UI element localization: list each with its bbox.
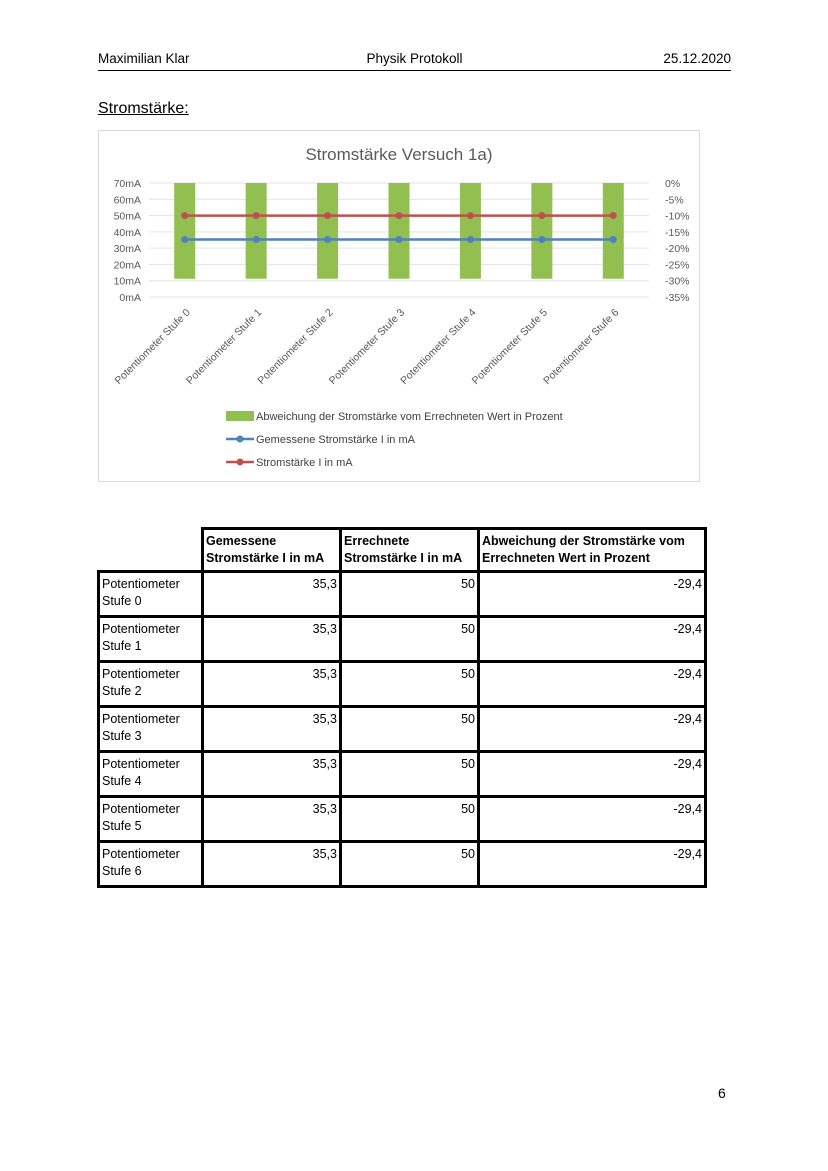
data-point bbox=[253, 212, 260, 219]
data-point bbox=[538, 236, 545, 243]
right-axis-tick: -10% bbox=[665, 210, 690, 223]
left-axis-tick: 70mA bbox=[113, 178, 141, 190]
category-label: Potentiometer Stufe 0 bbox=[112, 306, 193, 387]
chart bbox=[99, 131, 699, 481]
bar bbox=[389, 183, 410, 279]
table-row bbox=[99, 617, 706, 662]
table-header-row bbox=[99, 529, 706, 572]
legend-swatch bbox=[226, 411, 254, 421]
right-axis-tick: -30% bbox=[665, 275, 690, 288]
header-author: Maximilian Klar bbox=[98, 51, 190, 66]
data-point bbox=[610, 236, 617, 243]
cell-measured: 35,3 bbox=[203, 752, 341, 797]
bar bbox=[531, 183, 552, 279]
row-label: Potentiometer Stufe 4 bbox=[99, 752, 203, 797]
cell-calculated: 50 bbox=[341, 707, 479, 752]
left-axis-tick: 50mA bbox=[113, 210, 141, 223]
table-row bbox=[99, 797, 706, 842]
cell-calculated: 50 bbox=[341, 662, 479, 707]
cell-deviation: -29,4 bbox=[479, 572, 706, 617]
category-label: Potentiometer Stufe 4 bbox=[398, 306, 479, 387]
category-label: Potentiometer Stufe 6 bbox=[541, 306, 622, 387]
chart-title: Stromstärke Versuch 1a) bbox=[305, 145, 493, 164]
data-point bbox=[324, 236, 331, 243]
left-axis-tick: 10mA bbox=[113, 275, 141, 288]
data-point bbox=[467, 236, 474, 243]
cell-deviation: -29,4 bbox=[479, 707, 706, 752]
row-label: Potentiometer Stufe 3 bbox=[99, 707, 203, 752]
table-row bbox=[99, 662, 706, 707]
left-axis-tick: 60mA bbox=[113, 194, 141, 207]
data-point bbox=[181, 236, 188, 243]
legend-label: Gemessene Stromstärke I in mA bbox=[256, 434, 415, 446]
table-header-calculated: Errechnete Stromstärke I in mA bbox=[341, 529, 479, 572]
table-row bbox=[99, 572, 706, 617]
cell-deviation: -29,4 bbox=[479, 797, 706, 842]
cell-measured: 35,3 bbox=[203, 707, 341, 752]
right-axis-tick: -35% bbox=[665, 292, 690, 304]
row-label: Potentiometer Stufe 2 bbox=[99, 662, 203, 707]
data-point bbox=[253, 236, 260, 243]
left-axis-tick: 20mA bbox=[113, 259, 141, 272]
category-label: Potentiometer Stufe 2 bbox=[255, 306, 336, 387]
right-axis-tick: -20% bbox=[665, 243, 690, 256]
cell-deviation: -29,4 bbox=[479, 752, 706, 797]
cell-deviation: -29,4 bbox=[479, 662, 706, 707]
chart-container bbox=[98, 130, 700, 482]
legend-label: Stromstärke I in mA bbox=[256, 457, 353, 469]
right-axis-tick: -15% bbox=[665, 226, 690, 239]
table-header-deviation: Abweichung der Stromstärke vom Errechneten Wert in Prozent bbox=[479, 529, 706, 572]
cell-measured: 35,3 bbox=[203, 617, 341, 662]
header-date: 25.12.2020 bbox=[663, 51, 731, 66]
right-axis-tick: -25% bbox=[665, 259, 690, 272]
header-title: Physik Protokoll bbox=[366, 51, 463, 66]
data-point bbox=[396, 236, 403, 243]
cell-deviation: -29,4 bbox=[479, 842, 706, 887]
cell-calculated: 50 bbox=[341, 617, 479, 662]
legend-label: Abweichung der Stromstärke vom Errechneten Wert in Prozent bbox=[256, 411, 563, 423]
category-label: Potentiometer Stufe 3 bbox=[326, 306, 408, 387]
row-label: Potentiometer Stufe 6 bbox=[99, 842, 203, 887]
data-point bbox=[467, 212, 474, 219]
table-row bbox=[99, 707, 706, 752]
left-axis-tick: 40mA bbox=[113, 226, 141, 239]
data-point bbox=[396, 212, 403, 219]
page-number: 6 bbox=[718, 1085, 726, 1101]
bar bbox=[460, 183, 481, 279]
bar bbox=[174, 183, 195, 279]
right-axis-tick: 0% bbox=[665, 178, 681, 190]
cell-calculated: 50 bbox=[341, 842, 479, 887]
category-label: Potentiometer Stufe 1 bbox=[183, 306, 265, 387]
bar bbox=[317, 183, 338, 279]
table-header-corner bbox=[99, 529, 203, 572]
data-point bbox=[610, 212, 617, 219]
cell-measured: 35,3 bbox=[203, 572, 341, 617]
table-header-measured: Gemessene Stromstärke I in mA bbox=[203, 529, 341, 572]
cell-calculated: 50 bbox=[341, 752, 479, 797]
cell-calculated: 50 bbox=[341, 797, 479, 842]
cell-measured: 35,3 bbox=[203, 797, 341, 842]
cell-measured: 35,3 bbox=[203, 662, 341, 707]
left-axis-tick: 0mA bbox=[119, 292, 141, 304]
data-table bbox=[97, 527, 707, 888]
page-header bbox=[98, 50, 731, 71]
cell-deviation: -29,4 bbox=[479, 617, 706, 662]
bar bbox=[246, 183, 267, 279]
row-label: Potentiometer Stufe 5 bbox=[99, 797, 203, 842]
left-axis-tick: 30mA bbox=[113, 243, 141, 256]
bar bbox=[603, 183, 624, 279]
right-axis-tick: -5% bbox=[665, 194, 684, 207]
table-row bbox=[99, 752, 706, 797]
legend-marker bbox=[237, 459, 244, 466]
category-label: Potentiometer Stufe 5 bbox=[469, 306, 550, 387]
row-label: Potentiometer Stufe 1 bbox=[99, 617, 203, 662]
row-label: Potentiometer Stufe 0 bbox=[99, 572, 203, 617]
cell-measured: 35,3 bbox=[203, 842, 341, 887]
legend-marker bbox=[237, 436, 244, 443]
data-point bbox=[538, 212, 545, 219]
data-point bbox=[324, 212, 331, 219]
cell-calculated: 50 bbox=[341, 572, 479, 617]
data-point bbox=[181, 212, 188, 219]
section-title: Stromstärke: bbox=[98, 100, 189, 117]
table-row bbox=[99, 842, 706, 887]
